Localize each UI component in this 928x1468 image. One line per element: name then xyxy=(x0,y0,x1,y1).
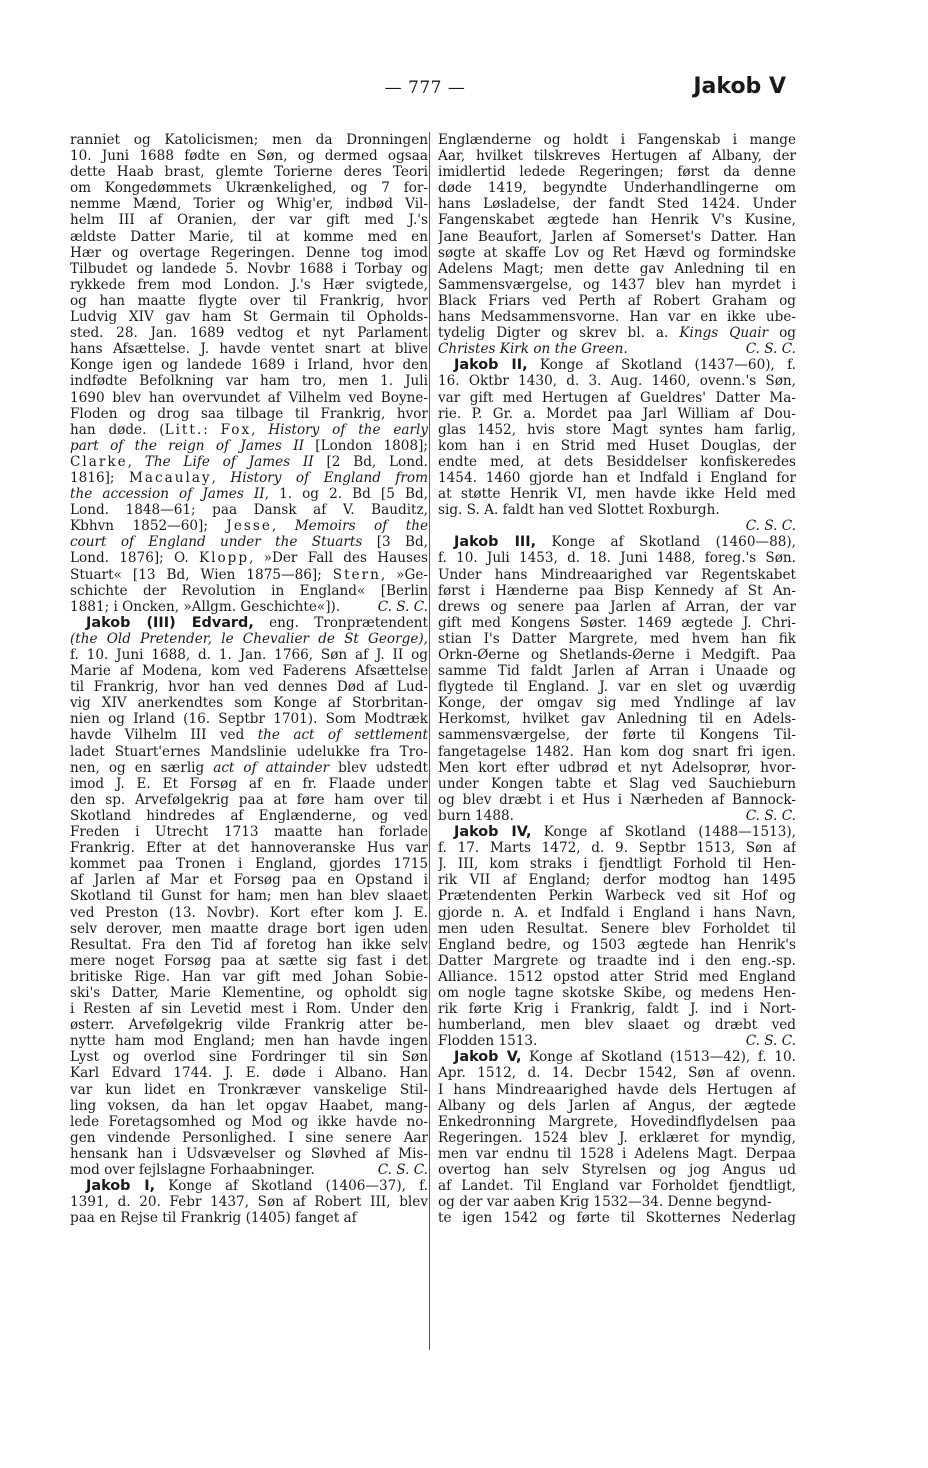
text-line: rik VII af England; derfor modtog han 1495 xyxy=(438,872,796,889)
text-line: 10. Juni 1688 fødte en Søn, og dermed ogsaa xyxy=(70,148,428,165)
text-line: stian I's Datter Margrete, med hvem han fik xyxy=(438,630,796,647)
text-line: Jane Beaufort, Jarlen af Somerset's Datter. Han xyxy=(438,228,796,245)
text-line: Apr. 1512, d. 14. Decbr 1542, Søn af ovenn. xyxy=(438,1065,796,1082)
text-line: J. III, kom straks i fjendtligt Forhold til Hen- xyxy=(438,856,796,873)
text-line: Jakob IV, Konge af Skotland (1488—1513), xyxy=(454,824,796,841)
text-line: Orkn-Øerne og Shetlands-Øerne i Medgift. Paa xyxy=(438,647,796,663)
text-line: mod over fejlslagne Forhaabninger. C. S. C. xyxy=(70,1162,428,1178)
text-line: helm III af Oranien, der var gift med J.'s xyxy=(70,212,428,229)
text-line: Herkomst, hvilket gav Anledning til en Adels- xyxy=(438,711,796,728)
text-line: humberland, men blev slaaet og dræbt ved xyxy=(438,1017,796,1034)
author-signature: C. S. C. xyxy=(377,598,428,615)
text-line: men uden Resultat. Senere blev Forholdet til xyxy=(438,920,796,937)
entry-headword: Jakob III, xyxy=(454,534,537,551)
entry-headword: Jakob V, xyxy=(454,1049,522,1066)
text-line: ældste Datter Marie, til at komme med en xyxy=(70,228,428,245)
text-line: nen, og en særlig act of attainder blev udstedt xyxy=(70,759,428,776)
text-line: tydelig Digter og skrev bl. a. Kings Quair og xyxy=(438,325,796,342)
text-line: men var endnu til 1528 i Adelens Magt. Derpaa xyxy=(438,1145,796,1162)
text-line: hans Afsættelse. J. havde ventet snart at blive xyxy=(70,341,428,358)
text-line: Konge, der omgav sig med Yndlinge af lav xyxy=(438,695,796,712)
text-line: part of the reign of James II [London 1808]; xyxy=(70,437,428,454)
text-line: Jakob II, Konge af Skotland (1437—60), f. xyxy=(454,357,796,374)
text-line: f. 10. Juli 1453, d. 18. Juni 1488, foreg.'s Søn. xyxy=(438,550,796,567)
text-line: Kbhvn 1852—60]; Jesse, Memoirs of the xyxy=(70,518,428,535)
text-line: paa en Rejse til Frankrig (1405) fanget af xyxy=(70,1210,357,1227)
text-line: kommet paa Tronen i England, gjordes 1715 xyxy=(70,856,428,873)
text-line: Jakob III, Konge af Skotland (1460—88), xyxy=(454,534,796,551)
text-line: og han maatte flygte over til Frankrig, hvor xyxy=(70,292,428,309)
text-line: Regeringen. 1524 blev J. erklæret for myndig, xyxy=(438,1129,796,1146)
author-signature: C. S. C. xyxy=(745,1033,796,1050)
text-line: rik førte Krig i Frankrig, faldt J. ind i Nort- xyxy=(438,1001,796,1018)
text-line: om nogle tagne skotske Skibe, og medens Hen- xyxy=(438,984,796,1001)
text-line: under Kongen tabte et Slag ved Sauchieburn xyxy=(438,775,796,792)
text-line: samme Tid faldt Jarlen af Arran i Unaade og xyxy=(438,663,796,680)
text-line: sammensværgelse, der førte til Kongens Til- xyxy=(438,727,796,744)
text-line: Black Friars ved Perth af Robert Graham og xyxy=(438,292,796,309)
text-line: gjorde n. A. et Indfald i England i hans Navn, xyxy=(438,904,796,921)
text-line: i Resten af sin Levetid mest i Rom. Under den xyxy=(70,1001,428,1018)
text-line: sted. 28. Jan. 1689 vedtog et nyt Parlament xyxy=(70,325,428,342)
text-line: hans Medsammensvorne. Han var en ikke ube- xyxy=(438,309,796,326)
text-line: glas 1452, hvis store Magt syntes ham farlig, xyxy=(438,421,796,438)
text-line: 1881; i Oncken, »Allgm. Geschichte«]). C. S. C. xyxy=(70,598,428,615)
text-line xyxy=(438,518,796,534)
text-line: Floden og drog saa tilbage til Frankrig, hvor xyxy=(70,405,428,422)
running-head: Jakob V xyxy=(693,74,786,99)
text-line: og blev dræbt i et Hus i Nærheden af Bannock- xyxy=(438,791,796,808)
text-line: Aar, hvilket tilskreves Hertugen af Albany, der xyxy=(438,148,796,165)
text-line: court of England under the Stuarts [3 Bd, xyxy=(70,534,428,551)
text-line: I hans Mindreaarighed havde dels Hertugen af xyxy=(438,1081,796,1098)
text-line: Frankrig. Efter at det hannoveranske Hus var xyxy=(70,840,428,857)
text-line: gift med Kongens Søster. 1469 ægtede J. Chri- xyxy=(438,614,796,631)
text-line: Jakob I, Konge af Skotland (1406—37), f. xyxy=(86,1178,428,1195)
text-line: 1391, d. 20. Febr 1437, Søn af Robert III, blev xyxy=(70,1194,428,1211)
text-line: lede Foretagsomhed og Mod og ikke havde no- xyxy=(70,1113,428,1130)
text-line: 16. Oktbr 1430, d. 3. Aug. 1460, ovenn.'s Søn, xyxy=(438,373,796,390)
text-line: Konge igen og landede 1689 i Irland, hvor den xyxy=(70,357,428,374)
left-column xyxy=(70,132,428,1226)
entry-headword: Jakob IV, xyxy=(454,824,532,841)
text-line: søgte at skaffe Lov og Ret Hævd og formindske xyxy=(438,244,796,261)
text-line: Clarke, The Life of James II [2 Bd, Lond. xyxy=(70,453,428,470)
text-line: f. 17. Marts 1472, d. 9. Septbr 1513, Søn af xyxy=(438,840,796,857)
text-line: af Landet. Til England var Forholdet fjendtligt, xyxy=(438,1178,796,1195)
text-line: te igen 1542 og førte til Skotternes Nederlag xyxy=(438,1210,796,1227)
text-line: Ludvig XIV gav ham St Germain til Opholds- xyxy=(70,309,428,326)
column-rule xyxy=(429,132,430,1350)
entry-headword: Jakob I, xyxy=(86,1178,156,1195)
text-line: ladet Stuart'ernes Mandslinie udelukke fra Tro- xyxy=(70,743,428,760)
text-line: burn 1488. C. S. C. xyxy=(438,807,796,824)
text-line: Jakob V, Konge af Skotland (1513—42), f. 10. xyxy=(454,1049,796,1066)
text-line: Under hans Mindreaarighed var Regentskabet xyxy=(438,566,796,583)
text-line: (the Old Pretender, le Chevalier de St George), xyxy=(70,630,428,647)
text-line: han døde. (Litt.: Fox, History of the early xyxy=(70,421,428,438)
text-line: døde 1419, begyndte Underhandlingerne om xyxy=(438,180,796,197)
text-line: Resultat. Fra den Tid af foretog han ikke selv xyxy=(70,936,428,953)
text-line: Prætendenten Perkin Warbeck ved sit Hof og xyxy=(438,888,796,905)
text-line: den sp. Arvefølgekrig paa at føre ham over til xyxy=(70,791,428,808)
text-line: gen vindende Personlighed. I sine senere Aar xyxy=(70,1129,428,1146)
text-line: Freden i Utrecht 1713 maatte han forlade xyxy=(70,824,428,841)
text-line: ved Preston (13. Novbr). Kort efter kom J. E. xyxy=(70,904,428,921)
text-line: hensank han i Udsvævelser og Sløvhed af Mis- xyxy=(70,1145,428,1162)
text-line: ski's Datter, Marie Klementine, og opholdt sig xyxy=(70,984,428,1001)
text-line: schichte der Revolution in England« [Berlin xyxy=(70,582,428,599)
text-line: imod J. E. Et Forsøg af en fr. Flaade under xyxy=(70,775,428,792)
text-line: Tilbudet og landede 5. Novbr 1688 i Torbay og xyxy=(70,260,428,277)
text-line: Jakob (III) Edvard, eng. Tronprætendent xyxy=(86,614,428,631)
text-line: Fangenskabet ægtede han Henrik V's Kusine, xyxy=(438,212,796,229)
text-line: til Frankrig, hvor han ved dennes Død af Lud- xyxy=(70,679,428,696)
text-line: Datter Margrete og traadte ind i den eng.-sp. xyxy=(438,952,796,969)
page-number: — 777 — xyxy=(384,78,466,98)
text-line: Englænderne og holdt i Fangenskab i mange xyxy=(438,132,796,148)
text-line: Sammensværgelse, og 1437 blev han myrdet i xyxy=(438,276,796,293)
text-line: Skotland til Gunst for ham; men han blev slaaet xyxy=(70,888,428,905)
text-line: nien og Irland (16. Septbr 1701). Som Modtræk xyxy=(70,711,428,728)
text-line: Christes Kirk on the Green. C. S. C. xyxy=(438,341,796,358)
text-line: Lond. 1848—61; paa Dansk af V. Bauditz, xyxy=(70,502,428,519)
text-line: Hær og overtage Regeringen. Denne tog imod xyxy=(70,244,428,261)
author-signature: C. S. C. xyxy=(377,1162,428,1178)
entry-headword: Jakob (III) Edvard, xyxy=(86,614,254,631)
text-line: imidlertid ledede Regeringen; først da denne xyxy=(438,164,796,181)
text-line: at støtte Henrik VI, men havde ikke Held med xyxy=(438,486,796,503)
text-line: var gift med Hertugen af Gueldres' Datter Ma- xyxy=(438,389,796,406)
entry-headword: Jakob II, xyxy=(454,357,528,374)
text-line: britiske Rige. Han var gift med Johan Sobie- xyxy=(70,968,428,985)
text-line: rie. P. Gr. a. Mordet paa Jarl William af Dou- xyxy=(438,405,796,422)
text-line: vig XIV anerkendtes som Konge af Storbritan- xyxy=(70,695,428,712)
author-signature: C. S. C. xyxy=(745,807,796,824)
text-line: Skotland hindredes af Englænderne, og ved xyxy=(70,807,428,824)
text-line: flygtede til England. J. var en slet og uværdig xyxy=(438,679,796,696)
text-line: hans Løsladelse, der fandt Sted 1424. Under xyxy=(438,196,796,213)
author-signature: C. S. C. xyxy=(745,341,796,358)
text-line: Alliance. 1512 opstod atter Strid med England xyxy=(438,968,796,985)
text-line: af Jarlen af Mar et Forsøg paa en Opstand i xyxy=(70,872,428,889)
text-line: indfødte Befolkning var ham tro, men 1. Juli xyxy=(70,373,428,390)
text-line: først i Hænderne paa Bisp Kennedy af St An- xyxy=(438,582,796,599)
text-line: Karl Edvard 1744. J. E. døde i Albano. Han xyxy=(70,1065,428,1082)
text-line: Marie af Modena, kom ved Faderens Afsættelse xyxy=(70,663,428,680)
text-line: drews og senere paa Jarlen af Arran, der var xyxy=(438,598,796,615)
text-line: Albany og dels Jarlen af Angus, der ægtede xyxy=(438,1097,796,1114)
text-line: Enkedronning Margrete, Hovedindflydelsen paa xyxy=(438,1113,796,1130)
text-line: ranniet og Katolicismen; men da Dronningen xyxy=(70,132,428,148)
text-line: Stuart« [13 Bd, Wien 1875—86]; Stern, »Ge- xyxy=(70,566,428,583)
text-line: overtog han selv Styrelsen og jog Angus ud xyxy=(438,1162,796,1178)
text-line: 1816]; Macaulay, History of England from xyxy=(70,469,428,486)
text-line: ling voksen, da han let opgav Haabet, mang- xyxy=(70,1097,428,1114)
text-line: kom han i en Strid med Huset Douglas, der xyxy=(438,437,796,454)
text-line: nemme Mænd, Torier og Whig'er, indbød Vil- xyxy=(70,196,428,213)
text-line: the accession of James II, 1. og 2. Bd [5 Bd, xyxy=(70,486,428,503)
right-column xyxy=(438,132,796,1226)
text-line: selv derover, men maatte drage bort igen uden xyxy=(70,920,428,937)
text-line: rykkede frem mod London. J.'s Hær svigtede, xyxy=(70,276,428,293)
text-line: Lyst og overlod sine Fordringer til sin Søn xyxy=(70,1049,428,1066)
text-line: sig. S. A. faldt han ved Slottet Roxburgh. xyxy=(438,502,720,519)
text-line: havde Vilhelm III ved the act of settlement xyxy=(70,727,428,744)
text-line: endte med, at dets Besiddelser konfiskeredes xyxy=(438,453,796,470)
text-line: østerr. Arvefølgekrig vilde Frankrig atter be- xyxy=(70,1017,428,1034)
text-line: 1690 blev han overvundet af Vilhelm ved Boyne- xyxy=(70,389,428,406)
text-line: 1454. 1460 gjorde han et Indfald i England for xyxy=(438,469,796,486)
text-line: Flodden 1513. C. S. C. xyxy=(438,1033,796,1050)
text-line: og der var aaben Krig 1532—34. Denne begynd- xyxy=(438,1194,772,1211)
text-line: Men kort efter udbrød et nyt Adelsoprør, hvor- xyxy=(438,759,796,776)
text-line: var kun lidet en Tronkræver vanskelige Stil- xyxy=(70,1081,428,1098)
text-line: nytte ham mod England; men han havde ingen xyxy=(70,1033,428,1050)
text-line: mere noget Forsøg paa at sætte sig fast i det xyxy=(70,952,428,969)
text-line: dette Haab brast, glemte Torierne deres Teori xyxy=(70,164,428,181)
text-line: om Kongedømmets Ukrænkelighed, og 7 for- xyxy=(70,180,428,197)
text-line: England bedre, og 1503 ægtede han Henrik's xyxy=(438,936,796,953)
text-line: Adelens Magt; men dette gav Anledning til en xyxy=(438,260,796,277)
author-signature: C. S. C. xyxy=(745,518,796,535)
text-line: fangetagelse 1482. Han kom dog snart fri igen. xyxy=(438,743,796,760)
text-line: Lond. 1876]; O. Klopp, »Der Fall des Hauses xyxy=(70,550,428,567)
text-line: f. 10. Juni 1688, d. 1. Jan. 1766, Søn af J. II og xyxy=(70,647,428,663)
